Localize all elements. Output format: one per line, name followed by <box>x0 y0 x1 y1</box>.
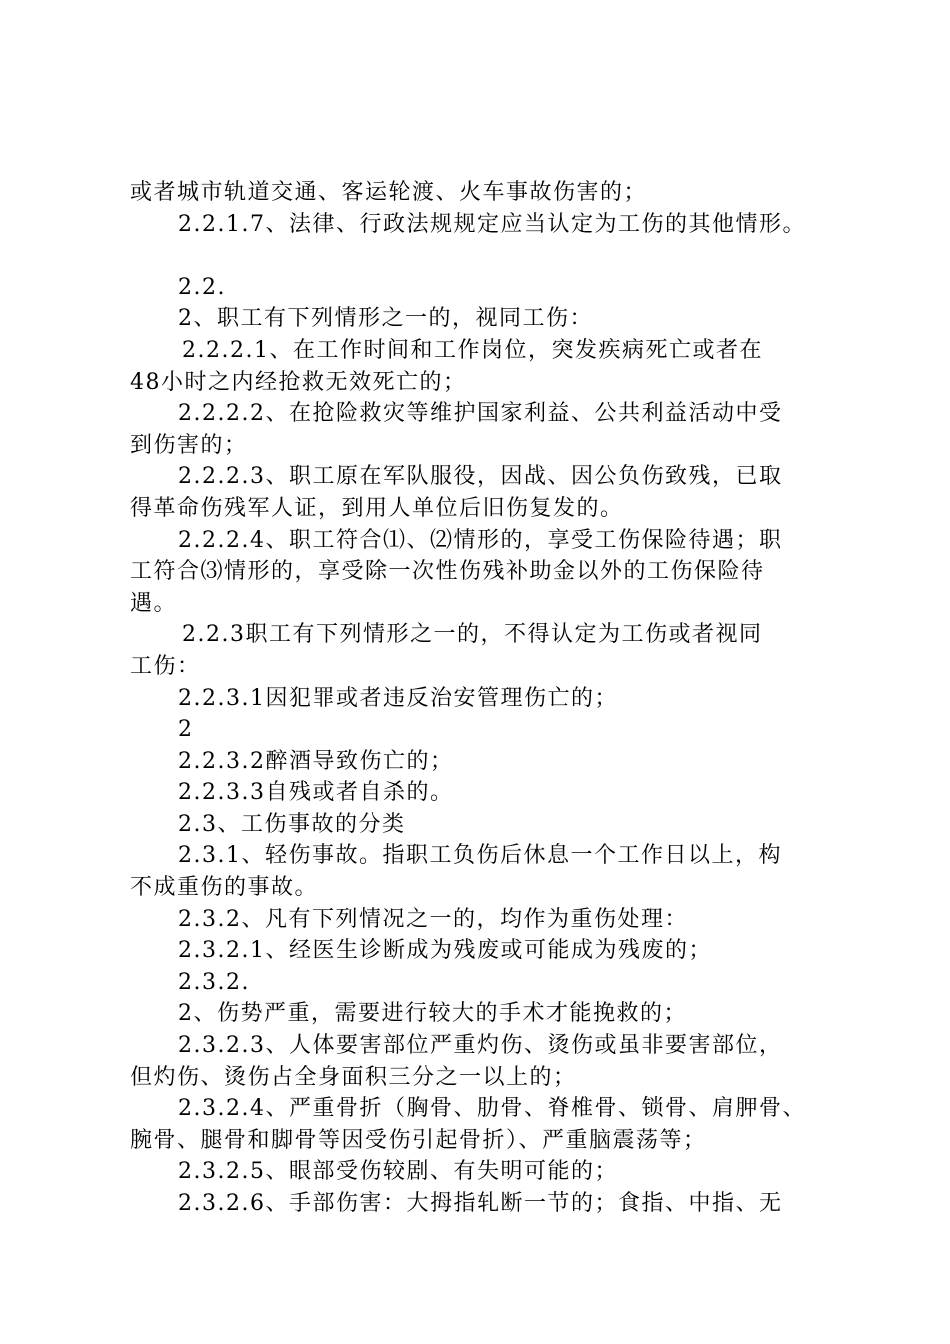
text-line: 2.3.2.5、眼部受伤较剧、有失明可能的； <box>178 1159 618 1185</box>
text-line: 2.2.3职工有下列情形之一的，不得认定为工伤或者视同 <box>182 622 763 648</box>
text-line: 不成重伤的事故。 <box>130 875 319 901</box>
text-line: 2.2.1.7、法律、行政法规规定应当认定为工伤的其他情形。 <box>178 211 806 237</box>
text-line: 得革命伤残军人证，到用人单位后旧伤复发的。 <box>130 495 624 521</box>
text-line: 到伤害的； <box>130 432 248 458</box>
text-line: 2.2.3.1因犯罪或者违反治安管理伤亡的； <box>178 685 618 711</box>
text-line: 但灼伤、烫伤占全身面积三分之一以上的； <box>130 1064 577 1090</box>
paragraph-gap <box>130 240 850 272</box>
text-line: 48小时之内经抢救无效死亡的； <box>130 369 467 395</box>
text-line: 2 <box>178 717 194 743</box>
text-line: 2.3.2. <box>178 969 250 995</box>
text-line: 2.2.3.3自残或者自杀的。 <box>178 780 454 806</box>
text-line: 或者城市轨道交通、客运轮渡、火车事故伤害的； <box>130 180 648 205</box>
text-line: 2.3.1、轻伤事故。指职工负伤后休息一个工作日以上，构 <box>178 843 782 869</box>
text-line: 2.2.3.2醉酒导致伤亡的； <box>178 748 454 774</box>
text-line: 2.2. <box>178 274 226 300</box>
text-line: 2、职工有下列情形之一的，视同工伤： <box>178 306 593 332</box>
text-line: 2.3.2.6、手部伤害：大拇指轧断一节的；食指、中指、无 <box>178 1191 783 1216</box>
text-line: 2.2.2.1、在工作时间和工作岗位，突发疾病死亡或者在 <box>182 337 763 363</box>
text-line: 2、伤势严重，需要进行较大的手术才能挽救的； <box>178 1001 687 1027</box>
text-line: 2.3.2.4、严重骨折（胸骨、肋骨、脊椎骨、锁骨、肩胛骨、 <box>178 1096 806 1122</box>
text-line: 2.2.2.2、在抢险救灾等维护国家利益、公共利益活动中受 <box>178 401 783 427</box>
text-line: 2.3.2.1、经医生诊断成为残废或可能成为残废的； <box>178 938 712 964</box>
text-line: 2.3、工伤事故的分类 <box>178 811 406 837</box>
text-line: 工伤： <box>130 653 201 679</box>
text-line: 腕骨、腿骨和脚骨等因受伤引起骨折）、严重脑震荡等； <box>130 1127 707 1153</box>
text-line: 2.2.2.3、职工原在军队服役，因战、因公负伤致残，已取 <box>178 464 783 490</box>
text-line: 工符合⑶情形的，享受除一次性伤残补助金以外的工伤保险待 <box>130 559 765 585</box>
text-line: 2.3.2、凡有下列情况之一的，均作为重伤处理： <box>178 906 688 932</box>
document-body <box>130 177 850 1220</box>
text-line: 2.3.2.3、人体要害部位严重灼伤、烫伤或虽非要害部位， <box>178 1033 783 1059</box>
text-line: 遇。 <box>130 590 178 616</box>
text-line: 2.2.2.4、职工符合⑴、⑵情形的，享受工伤保险待遇；职 <box>178 527 783 553</box>
